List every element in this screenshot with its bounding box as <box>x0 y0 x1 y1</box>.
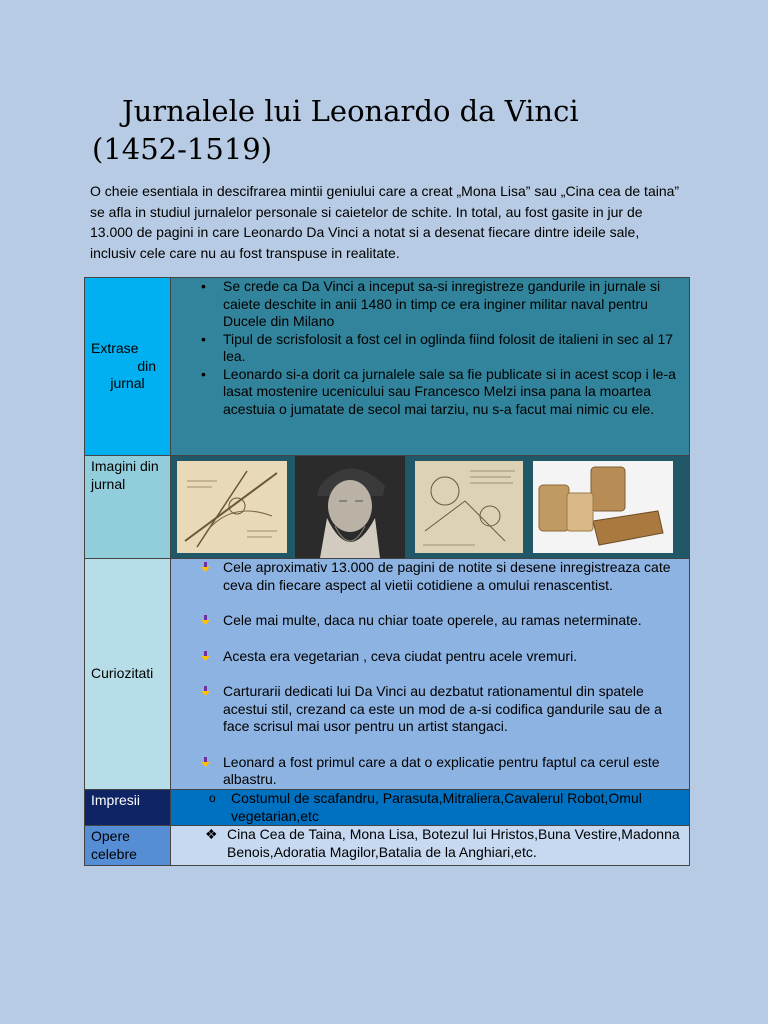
row-label-impresii <box>85 790 171 826</box>
list-item <box>171 826 689 861</box>
label-text: Opere celebre <box>91 828 137 862</box>
page-title: Jurnalele lui Leonardo da Vinci (1452-1519) <box>92 94 579 166</box>
arrow-down-bullet-icon <box>201 757 210 767</box>
bullet-icon: • <box>201 365 206 382</box>
list-item <box>171 790 689 825</box>
intro-paragraph: O cheie esentiala in descifrarea mintii geniului care a creat „Mona Lisa” sau „Cina cea de taina” se afla in studiul jurnalelor personale si caietelor de schite. In total, au fost gasite in jur de 13.000 de pagini in care Leonardo Da Vinci a notat si a desenat fiecare dintre ideile sale, inclusiv cele care nu au fost transpuse in realitate. <box>90 183 680 261</box>
list-item-text: Carturarii dedicati lui Da Vinci au dezbatut rationamentul din spatele acestui stil, crezand ca este un mod de a-si codifica gandurile sau de a face scrisul mai usor pentru un artist stangaci. <box>223 683 662 734</box>
row-label-opere <box>85 826 171 866</box>
bullet-icon: • <box>201 278 206 294</box>
list-item-text: Se crede ca Da Vinci a inceput sa-si inregistreze gandurile in jurnale si caiete deschite in anii 1480 in timp ce era inginer militar naval pentru Ducele din Milano <box>223 278 661 329</box>
extrase-content <box>171 278 690 456</box>
table-row-impresii <box>85 790 690 826</box>
list-item-text: Cina Cea de Taina, Mona Lisa, Botezul lui Hristos,Buna Vestire,Madonna Benois,Adoratia Magilor,Batalia de la Anghiari,etc. <box>227 826 680 860</box>
portrait-image-leonardo <box>295 456 405 558</box>
table-row-opere <box>85 826 690 866</box>
circle-bullet-icon: o <box>209 791 216 805</box>
table-row-curiozitati <box>85 559 690 790</box>
label-text: Curiozitati <box>91 665 154 682</box>
label-line: jurnal <box>110 375 145 392</box>
label-text: Impresii <box>91 792 141 808</box>
list-item <box>171 366 689 419</box>
table-row-extrase <box>85 278 690 456</box>
list-item <box>171 612 689 630</box>
curiozitati-list <box>171 559 689 789</box>
opere-list <box>171 826 689 861</box>
arrow-down-bullet-icon <box>201 615 210 625</box>
label-text: Imagini din jurnal <box>91 458 159 492</box>
arrow-down-bullet-icon <box>201 651 210 661</box>
imagini-content <box>171 456 690 559</box>
list-item <box>171 278 689 331</box>
list-item <box>171 683 689 736</box>
list-item <box>171 331 689 366</box>
table-row-imagini <box>85 456 690 559</box>
label-line: Extrase <box>91 340 139 357</box>
arrow-down-bullet-icon <box>201 686 210 696</box>
sketch-image-crossbow <box>177 461 287 553</box>
row-label-curiozitati <box>85 559 171 790</box>
impresii-content <box>171 790 690 826</box>
journal-table <box>84 277 690 866</box>
extrase-list <box>171 278 689 418</box>
list-item-text: Tipul de scrisfolosit a fost cel in oglinda fiind folosit de italieni in sec al 17 lea. <box>223 330 674 364</box>
diamond-bullet-icon: ❖ <box>205 826 218 842</box>
curiozitati-content <box>171 559 690 790</box>
list-item-text: Acesta era vegetarian , ceva ciudat pentru acele vremuri. <box>223 647 578 664</box>
bullet-icon: • <box>201 330 206 347</box>
label-line: din <box>137 357 156 374</box>
opere-content <box>171 826 690 866</box>
list-item-text: Leonardo si-a dorit ca jurnalele sale sa fie publicate si in acest scop i le-a lasat mostenire ucenicului sau Francesco Melzi insa pana la moartea acestuia o jumatate de secol mai tarziu, nu s-a facut mai nimic cu ele. <box>223 365 676 417</box>
sketch-image-notebook <box>415 461 523 553</box>
row-label-extrase <box>85 278 171 456</box>
list-item-text: Costumul de scafandru, Parasuta,Mitraliera,Cavalerul Robot,Omul vegetarian,etc <box>231 790 642 824</box>
books-image <box>533 461 673 553</box>
arrow-down-bullet-icon <box>201 562 210 572</box>
list-item-text: Leonard a fost primul care a dat o explicatie pentru faptul ca cerul este albastru. <box>223 753 660 787</box>
list-item-text: Cele mai multe, daca nu chiar toate operele, au ramas neterminate. <box>223 612 642 628</box>
row-label-imagini <box>85 456 171 559</box>
list-item <box>171 648 689 666</box>
list-item <box>171 559 689 594</box>
impresii-list <box>171 790 689 825</box>
list-item <box>171 754 689 789</box>
list-item-text: Cele aproximativ 13.000 de pagini de notite si desene inregistreaza cate ceva din fiecare aspect al vietii cotidiene a omului renascentist. <box>223 559 671 593</box>
